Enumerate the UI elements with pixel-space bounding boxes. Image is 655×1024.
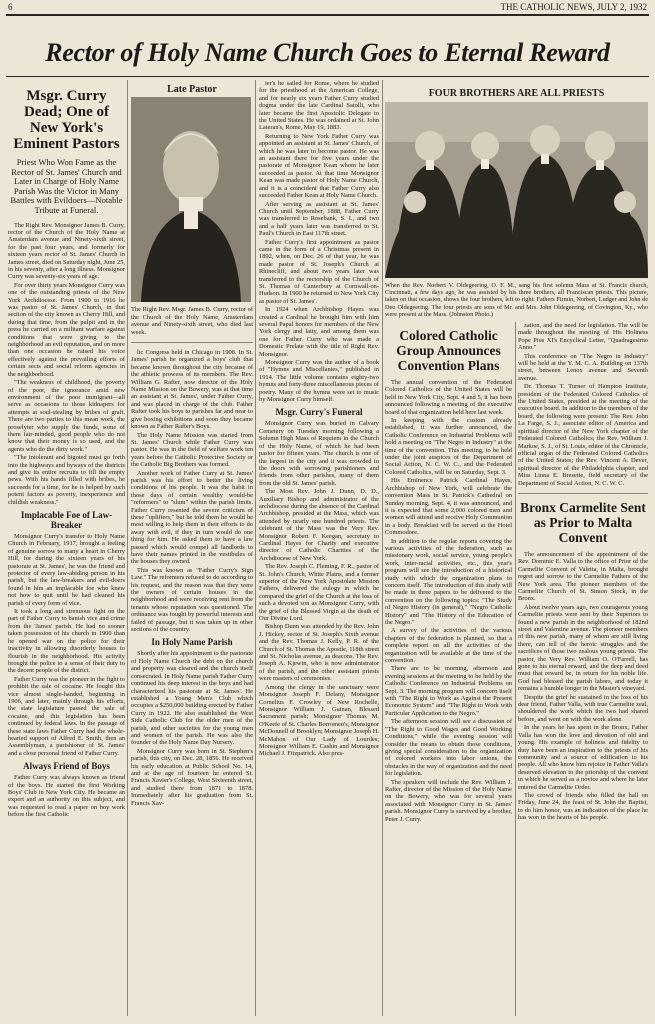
paragraph: Among the clergy in the sanctuary were Monsignor Joseph F. Delany, Monsignor Cornelius F. Crowley of New Rochelle, Monsignor William J. Guinan, Blessed Sacrament parish; Monsignor Thomas M. O'Keefe of St. Charles Borromeo's, Monsignor McDonnell of Brooklyn; Monsignor Joseph H. McMahon of Our Lady of Lourdes; Monsignor William E. Cashin and Monsignor Michael J. Fitzpatrick. Also pres- — [259, 683, 379, 758]
group-photo-block — [385, 88, 648, 318]
paragraph: About twelve years ago, two courageous young Carmelite priests were sent by their Superiors to found a new parish in the neighborhood of 182nd street and Valentine avenue. The pioneer members of this new parish, many of whom are still living there, can tell of the heroic struggles and the sacrifices of those two zealous young priests. The pastor, the Very Rev. William O. O'Farrell, has gone to his eternal reward, and the deep and deed must that reward be, in return for his noble life. God had blessed the parish labors, and today it remains a humble longer in the Master's vineyard. — [518, 603, 648, 693]
divider — [131, 342, 253, 343]
portrait-photo — [131, 97, 251, 302]
paragraph: Monsignor Curry was the author of a book of "Hymns and Miscellanies," published in 1914. The little volume contains eighty-two hymns and forty-three miscellaneous pieces of poetry. Many of the hymns were set to music by Monsignor Curry himself. — [259, 359, 379, 404]
paragraph: Father Curry was always known as friend of the boys. He started the first Working Boys' Club in New York City. He became an expert and an authority on this subject, and was requested to read a paper on boy work before the first Catholic — [8, 774, 125, 819]
paragraph: The speakers will include the Rev. William J. Rafter, director of the Mission of the Holy Name on the Bowery, who was for several years associated with Monsignor Curry in St. James' parish. Monsignor Curry is survived by a brother, Peter J. Curry. — [385, 778, 512, 823]
paragraph: In addition to the regular reports covering the various activities of the federation, such as missionary work, social service, young people's work, inter-racial activities, etc., this year's program will see the introduction of a historical study with which the organization plans to concern itself. The introduction of this study will be made in three papers to be delivered to the convention on the following topics: "The Study of Negro History (in general)," "Negro Catholic History" and "The History of the Education of the Negro." — [385, 537, 512, 626]
page-number: 6 — [8, 2, 13, 12]
paragraph: The announcement of the appointment of the Rev. Dominic E. Valla to the office of Prior of the Carmelite Convent of Valetta, in Malta, brought regret and sorrow to the Carmelite Fathers of the New York area. The pioneer members of the Carmelite Church of St. Simon Stock, in the Bronx. — [518, 550, 648, 603]
paragraph: In 1924 when Archbishop Hayes was created a Cardinal he brought him with him several Papal honors for members of the New York clergy and laity, and among them was one for Father Curry who was made a Domestic Prelate with the title of Right Rev. Monsignor. — [259, 306, 379, 358]
paragraph: Monsignor Curry's transfer to Holy Name Church in February, 1917, brought a feeling of genuine sorrow to many a heart in Cherry Hill, for during the sixteen years of his pastorate at St. James', he was the friend and protector of every law-abiding person in his parish, but the law-breakers and evil-doers found in him an implacable foe who knew not how to quit until he had cleaned his parish of every form of vice. — [8, 533, 125, 607]
paragraph: The crowd of friends who filled the hall on Friday, June 24, the feast of St. John the Baptist, to do him honor, was an indication of the place he has won in the hearts of his people. — [518, 791, 648, 822]
subhead: In Holy Name Parish — [151, 637, 233, 648]
column-2 — [131, 80, 253, 1016]
paragraph: Monsignor Curry was born in St. Stephen's parish, this city, on Dec. 28, 1856. He received his early education at Public School No. 14, and at the age of fourteen he entered St. Francis Xavier's College, West Sixteenth street, and studied there from 1871 to 1878. Immediately after his graduation from St. Francis Xav- — [131, 747, 253, 807]
column-4 — [385, 322, 512, 1016]
paragraph: "The weakness of childhood, the poverty of the poor, the ignorance amid new environment of the poor immigrant—all serve as occasions to those kidnapers for attempts at soul-stealing by bribes of graft. There are two parties to this mean work, the proselyter who supply the funds, some of them fair-minded, good people who do not know that their money is so used, and the agents who do the dirty work." — [8, 379, 125, 453]
column-divider — [127, 80, 128, 1016]
portrait-illustration — [131, 97, 251, 302]
subhead: Msgr. Curry's Funeral — [275, 407, 363, 418]
paragraph: A survey of the activities of the various chapters of the federation is planned, so that a complete report on all the activities of the organization will be available at the time of the convention. — [385, 627, 512, 665]
paragraph: Monsignor Curry was buried in Calvary Cemetery on Tuesday morning following a Solemn High Mass of Requiem in the Church of the Holy Name, of which he had been pastor for fifteen years. The church is one of the largest in the city and it was crowded to the doors with sorrowing parishioners and friends from other parishes, many of them from the old St. James' parish. — [259, 420, 379, 487]
paragraph: Dr. Thomas T. Turner of Hampton Institute, president of the Federated Colored Catholics of the United States, presided at the meeting of the executive board. In addition to the members of the board, the following were present: The Rev. John La Farge, S. J., associate editor of America and spiritual director of the New York chapter of the Federated Colored Catholics; the Rev. William J. Markoe, S. J., of St. Louis, editor of the Chronicle, official organ of the Federated Colored Catholics of the United States; the Rev. Vincent A. Dever, spiritual director of the Philadelphia chapter, and Miss Linna E. Bresette, field secretary of the Department of Social Action, N. C. W. C. — [518, 383, 648, 487]
article-headline: Bronx Carmelite Sent as Prior to Malta Convent — [520, 499, 646, 545]
paragraph: Bishop Dunn was attended by the Rev. John J. Hickey, rector of St. Joseph's Sixth avenue and the Rev. Thomas J. Kelly, P. R. of the Church of St. Thomas the Apostle, 118th street and St. Nicholas avenue, as deacons. The Rev. Joseph A. Kjewin, who is now administrator of the parish, and the other assistant priests were masters of ceremonies. — [259, 623, 379, 683]
column-divider — [382, 80, 383, 1016]
paragraph: For over thirty years Monsignor Curry was one of the outstanding priests of the New York Archdiocese. From 1900 to 1916 he was pastor of St. James' Church, in that section of the city known as Cherry Hill, and during that time, from the pulpit and in the press he carried on a militant warfare against conditions that were giving to the neighborhood an evil reputation, and on more than one occasion he raised his voice effectively against the prevailing efforts of certain sects and social reform agencies in the neighborhood. — [8, 281, 125, 378]
paragraph: The Rev. Joseph C. Fleming, F. R., pastor of St. John's Church, White Plains, and a former superior of the New York Apostolate Mission Fathers, delivered the eulogy in which he compared the grief of the Church at the loss of such a devoted son as Monsignor Curry, with the grief of the Blessed Virgin at the death of Our Divine Lord. — [259, 563, 379, 623]
page-folio — [8, 0, 647, 14]
article-headline: Colored Catholic Group Announces Convention Plans — [396, 328, 501, 373]
paragraph: The afternoon session will see a discussion of "The Right to Good Wages and Good Working Conditions," while the evening session will consider the means to obtain those conditions, giving special consideration to the organization of colored workers into labor unions, the obstacles in the way of organization and the need for legislation. — [385, 718, 512, 778]
paragraph: The Most Rev. John J. Dunn, D. D., Auxiliary Bishop and administrator of the archdiocese during the absence of the Cardinal Archbishop, presided at the Mass, which was attended by nearly one hundred priests. The celebrant of the Mass was the Very Rev. Monsignor Robert F. Keegan, secretary to Cardinal Hayes for Charity and executive director of Catholic Charities of the Archdiocese of New York. — [259, 488, 379, 562]
paragraph: His Eminence Patrick Cardinal Hayes, Archbishop of New York, will celebrate the convention Mass in St. Patrick's Cathedral on Sunday morning, Sept. 4, it was announced, and it is expected that some 2,000 colored men and women will attend and receive Holy Communion in a body. Breakfast will be served at the Hotel Commodore. — [385, 477, 512, 537]
paragraph: ier's he sailed for Rome, where he studied for the priesthood at the American College, and for nearly six years Father Curry studied dogma under the late Cardinal Satolli, who later became the first Apostolic Delegate to the United States. He was ordained at St. John Lateran's, Rome, May 19, 1883. — [259, 80, 379, 132]
banner-rule — [6, 76, 649, 77]
photo-headline: Late Pastor — [167, 84, 217, 95]
subhead: Always Friend of Boys — [23, 761, 110, 772]
paragraph: This conference on "The Negro in Industry" will be held at the Y. M. C. A. Building on 137th street, between Lenox avenue and Seventh avenue. — [518, 352, 648, 382]
paragraph: This was known as "Father Curry's Sign Law." The reformers refused to do according to his request, and the reason was that they were the owners of certain houses in the neighborhood and were receiving rent from the tenants whose reputation was questioned. The ordinance was fought by powerful interests and failed of passage, but it was taken up in other sections of the country. — [131, 566, 253, 634]
article-headline: Msgr. Curry Dead; One of New York's Eminent Pastors — [13, 88, 120, 152]
group-photo-headline: FOUR BROTHERS ARE ALL PRIESTS — [428, 88, 605, 99]
article-deck: Priest Who Won Fame as the Rector of St. James' Church and Later in Charge of Holy Name Parish Was the Victor in Many Battles with Evildoers—Notable Tribute at Funeral. — [10, 157, 123, 215]
column-divider — [515, 322, 516, 1016]
paragraph: There are to be morning, afternoon and evening sessions at the meeting to be held by the Catholic Conference on Industrial Problems on Sept. 3. The morning program will concern itself with "The Right to Work as Against the Present Economic System" and "The Right to Work with Particular Application to the Negro." — [385, 665, 512, 717]
subhead: Implacable Foe of Law-Breaker — [20, 510, 113, 530]
banner-headline: Rector of Holy Name Church Goes to Eternal Reward — [45, 38, 610, 67]
group-photo — [385, 102, 648, 278]
column-5 — [518, 322, 648, 1016]
paragraph: In the years he has spent in the Bronx, Father Valla has won the love and devotion of old and young. His example of holiness and fidelity to duty have been an inspiration to the priests of his community and a source of edification to his people. All who know him rejoice in Father Valla's deserved elevation to the priorship of the convent in which he served as a novice and where he later entered the Carmelite Order. — [518, 724, 648, 791]
paragraph: The Holy Name Mission was started from St. James' Church while Father Curry was pastor. He was in the field of welfare work ten years before the Catholic Protective Society or the Catholic Big Brothers was formed. — [131, 431, 253, 469]
paragraph: Father Curry was the pioneer in the fight to prohibit the sale of cocaine. He fought this vice almost single-handed, beginning in 1906, and later, mainly through his efforts, the state legislature passed the sale of cocaine, and this legislation has been continued by federal laws. In the passage of these state laws Father Curry had the whole-hearted support of Alfred E. Smith, then an Assemblyman, a parishioner of St. James' and a close personal friend of Father Curry. — [8, 675, 125, 757]
paragraph: Shortly after his appointment to the pastorate of Holy Name Church the debt on the church and property was cleared and the church itself consecrated. In Holy Name parish Father Curry continued his deep interest in the boys and had characterized his pastorate at St. James'. He established a Young Men's Club which occupies a $250,000 building erected by Father Curry in 1922. He also established the West Side Catholic Club for the older men of the parish, and other societies for the young men and women of the parish. He was also the founder of the Holy Name Day Nursery. — [131, 650, 253, 747]
column-divider — [255, 80, 256, 1016]
paragraph: The Right Rev. Monsignor James B. Curry, rector of the Church of the Holy Name at Amsterdam avenue and Ninety-sixth street, for the past four years, and formerly for sixteen years rector of St. James' Church in James street, died on Saturday night, June 25, in his seventy, after a long illness. Monsignor Curry was seventy-six years of age. — [8, 221, 125, 281]
paragraph: It took a long and strenuous fight on the part of Father Curry to banish vice and crime from the 'James' parish. He had no sooner taken possession of his church in 1900 than he opened war on the police for their inactivity in allowing disorderly houses to flourish in the neighborhood. His activity brought the police to a sense of their duty to the decent people of the district. — [8, 608, 125, 675]
paragraph: After serving as assistant at St. James' Church until September, 1888, Father Curry was transferred to Rosebank, S. I., and two and a half years later was transferred to St. Paul's Church in East 117th street. — [259, 200, 379, 238]
masthead-dateline: THE CATHOLIC NEWS, JULY 2, 1932 — [500, 2, 647, 12]
paragraph: Father Curry's first appointment as pastor came in the form of a Christmas present in 1892, when, on Dec. 26 of that year, he was made pastor of St. Joseph's Church at Rhinecliff, and about two years later was transferred to the rectorship of the Church of St. Thomas of Canterbury at Cornwall-on-Hudson. In 1900 he returned to New York City as pastor of St. James'. — [259, 238, 379, 305]
group-photo-caption: When the Rev. Norbert V. Oldegeering, O. F. M., sang his first solemn Mass at St. Francis church, Cincinnati, a few days ago, he was assisted by his three brothers, all Franciscan priests. This picture, taken on that occasion, shows the four brothers, left to right: Fathers Firmin, Norbert, Ludger and John de Deo Oldegeering. The four priests are sons of Mr. and Mrs. John Oldegeering, of Covington, Ky., who were present at the Mass. (Johnston Photo.) — [385, 282, 648, 318]
divider — [518, 493, 648, 494]
column-3 — [259, 80, 379, 1016]
paragraph: In keeping with the custom already established, it was further announced, the Catholic Conference on Industrial Problems will hold a meeting on "The Negro in Industry" at the time of the convention. This meeting, to be held under the joint auspices of the Department of Social Action, N. C. W. C., and the Federated Colored Catholics, will be on Saturday, Sept. 3. — [385, 417, 512, 476]
paragraph: Returning to New York Father Curry was appointed an assistant at St. James' Church, of which he was later to become pastor. He was an assistant there for five years under the pastorate of Monsignor Kean whom he later succeeded as pastor. At that time Monsignor Kean was made pastor of Holy Name Church, and it is a coincident that Father Curry also succeeded Father Kean at Holy Name Church. — [259, 132, 379, 200]
paragraph: Despite the grief he sustained in the loss of his dear friend, Father Valla, with true Carmelite zeal, shouldered the work which the two had shared before, and went on with the work alone. — [518, 693, 648, 723]
paragraph: zation, and the need for legislation. The will be made throughout the meeting of His Holiness Pope Pius XI's Encyclical Letter, "Quadragesimo Anno." — [518, 322, 648, 352]
paragraph: "The intolerant and bigoted must go forth into the highways and byways of the districts and give its entire recruits to fill the empty pews. With his hands filled with bribes, he succeeds for a time, for he is helped by such potent factors as poverty, inexperience and childish weakness." — [8, 454, 125, 506]
column-1 — [8, 80, 125, 1016]
paragraph: lic Congress held in Chicago in 1908. In St. James' parish he organized a boys' club that became known throughout the city because of the athletic prowess of its members. The Rev. William G. Rafter, now director of the Holy Name Mission on the Bowery, was at that time an assistant at St. James', under Father Curry, and was placed in charge of the club. Father Rafter took his boys to parishes far and near to give boxing exhibitions and soon they became known as Father Rafter's Boys. — [131, 349, 253, 431]
group-illustration — [385, 102, 648, 278]
paragraph: The annual convention of the Federated Colored Catholics of the United States will be held in New York City, Sept. 4 and 5, it has been announced following a meeting of the executive board of that organization held here last week. — [385, 379, 512, 416]
photo-caption: The Right Rev. Msgr. James B. Curry, rector of the Church of the Holy Name, Amsterdam avenue and Ninety-sixth street, who died last week. — [131, 306, 253, 336]
paragraph: Another work of Father Curry at St. James' parish was his effort to better the living conditions of his people. It was the habit in those days of certain wealthy would-be "reformers" to "slum" within the parish limits. Father Curry resented the severe criticism of these "uplifters," but he told them he would be most willing to help them in their efforts to do away with evil, if they in turn would do one thing for him. He asked them to have a law passed which would compel all landlords to have their names printed in the vestibules of the houses they owned. — [131, 469, 253, 566]
top-rule — [6, 14, 649, 16]
